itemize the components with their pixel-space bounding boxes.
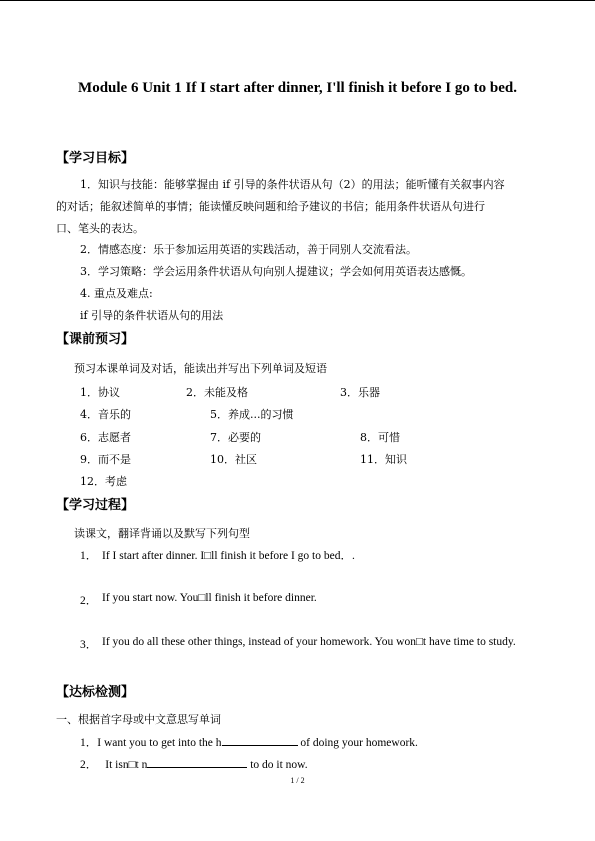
exercise-text-after: of doing your homework.	[297, 737, 418, 749]
sentence-text: If you do all these other things, instead of your homework. You won□t have time to study.	[102, 636, 516, 648]
exercise-number: 1．	[80, 737, 98, 749]
exercise-item	[80, 734, 418, 750]
vocab-item: 7．必要的	[210, 431, 261, 444]
exercise-text-before: I want you to get into the h	[97, 737, 222, 749]
exercise-text-before: It isn□t n	[105, 759, 148, 771]
vocab-item: 12．考虑	[80, 475, 127, 488]
goals-line-6: 4. 重点及难点:	[80, 287, 153, 300]
blank-answer-line[interactable]	[222, 735, 298, 746]
vocab-item: 4．音乐的	[80, 408, 131, 421]
goals-line-5: 3．学习策略：学会运用条件状语从句向别人提建议；学会如何用英语表达感慨。	[80, 265, 472, 278]
blank-answer-line[interactable]	[147, 757, 247, 768]
page-number: 1 / 2	[290, 776, 305, 785]
goals-line-2: 的对话；能叙述简单的事情；能读懂反映问题和给予建议的书信；能用条件状语从句进行	[56, 200, 485, 213]
top-rule	[0, 0, 595, 1]
vocab-item: 2．未能及格	[186, 386, 248, 399]
sentence-text: If I start after dinner. I□ll finish it before I go to bed．.	[102, 550, 355, 562]
sentence-number: 2．	[80, 595, 98, 607]
goals-line-3: 口、笔头的表达。	[56, 222, 144, 235]
preview-intro: 预习本课单词及对话，能读出并写出下列单词及短语	[74, 362, 327, 375]
vocab-item: 3．乐器	[340, 386, 380, 399]
exercise-number: 2．	[80, 759, 98, 771]
check-part-1: 一、根据首字母或中文意思写单词	[56, 713, 221, 726]
vocab-item: 8．可惜	[360, 431, 400, 444]
section-heading-check: 【达标检测】	[56, 685, 135, 700]
vocab-item: 1．协议	[80, 386, 120, 399]
vocab-item: 11．知识	[360, 453, 407, 466]
exercise-text-after: to do it now.	[247, 759, 308, 771]
sentence-text: If you start now. You□ll finish it before dinner.	[102, 592, 317, 604]
sentence-number: 1．	[80, 550, 98, 562]
section-heading-goals: 【学习目标】	[56, 151, 135, 166]
process-intro: 读课文，翻译背诵以及默写下列句型	[74, 527, 250, 540]
vocab-item: 5．养成...的习惯	[210, 408, 294, 421]
goals-line-1: 1．知识与技能：能够掌握由 if 引导的条件状语从句（2）的用法；能听懂有关叙事内容	[80, 178, 505, 191]
goals-line-7: if 引导的条件状语从句的用法	[80, 309, 224, 322]
page-title: Module 6 Unit 1 If I start after dinner, I'll finish it before I go to bed.	[78, 80, 517, 96]
section-heading-process: 【学习过程】	[56, 498, 135, 513]
vocab-item: 6．志愿者	[80, 431, 131, 444]
goals-line-4: 2．情感态度：乐于参加运用英语的实践活动，善于同别人交流看法。	[80, 243, 417, 256]
section-heading-preview: 【课前预习】	[56, 332, 135, 347]
vocab-item: 10．社区	[210, 453, 257, 466]
vocab-item: 9．而不是	[80, 453, 131, 466]
sentence-number: 3．	[80, 639, 98, 651]
exercise-item	[80, 756, 308, 772]
